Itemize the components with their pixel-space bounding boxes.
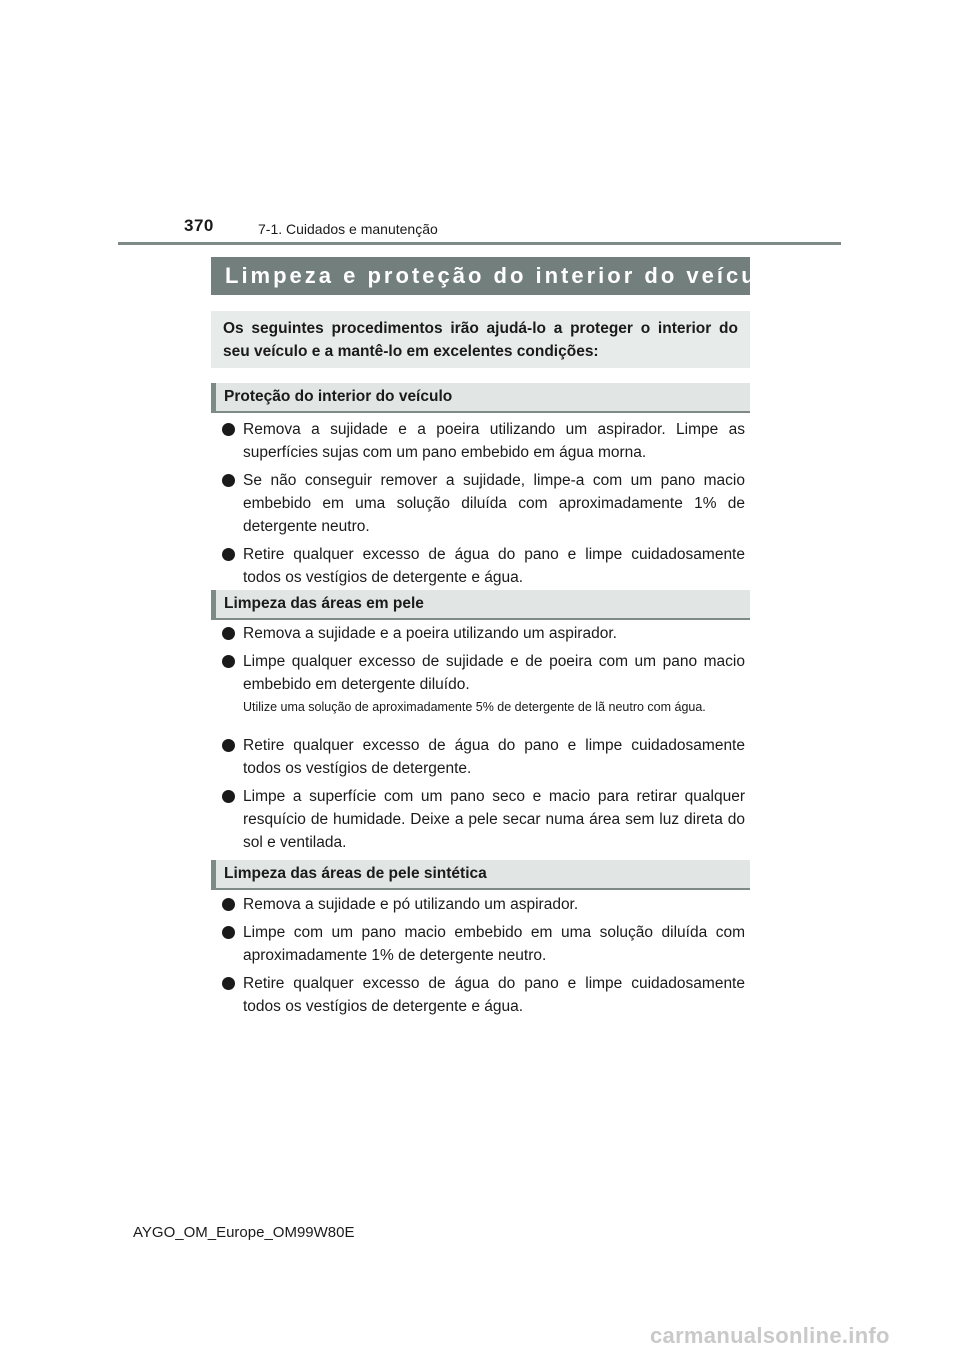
list-item-text: Se não conseguir remover a sujidade, limpe-a com um pano macio embebido em uma solução diluída com aproximadamente 1% de detergente neutro. — [243, 472, 745, 535]
list-item-text: Remova a sujidade e pó utilizando um aspirador. — [243, 896, 579, 913]
list-item-text: Retire qualquer excesso de água do pano e limpe cuidadosamente todos os vestígios de detergente. — [243, 737, 745, 777]
bullet-list-synthetic-leather — [222, 893, 745, 1023]
list-item-text: Limpe a superfície com um pano seco e macio para retirar qualquer resquício de humidade. Deixe a pele secar numa área sem luz direta do sol e ventilada. — [243, 788, 745, 851]
bullet-icon — [222, 423, 235, 436]
list-item — [222, 650, 745, 696]
bullet-icon — [222, 898, 235, 911]
bullet-icon — [222, 739, 235, 752]
bullet-icon — [222, 790, 235, 803]
list-item — [222, 622, 745, 645]
list-item — [222, 469, 745, 538]
bullet-list-interior-protection — [222, 418, 745, 594]
intro-box: Os seguintes procedimentos irão ajudá-lo a proteger o interior do seu veículo e a mantê-lo em excelentes condições: — [211, 311, 750, 368]
list-item — [222, 418, 745, 464]
list-item — [222, 785, 745, 854]
section-heading-leather: Limpeza das áreas em pele — [211, 590, 750, 620]
bullet-list-leather-a — [222, 622, 745, 701]
leather-note: Utilize uma solução de aproximadamente 5% de detergente de lã neutro com água. — [243, 700, 706, 714]
page-title: Limpeza e proteção do interior do veículo — [211, 257, 750, 295]
section-heading-synthetic-leather: Limpeza das áreas de pele sintética — [211, 860, 750, 890]
footer-document-id: AYGO_OM_Europe_OM99W80E — [133, 1224, 355, 1241]
header-rule — [118, 242, 841, 245]
bullet-icon — [222, 655, 235, 668]
list-item-text: Retire qualquer excesso de água do pano e limpe cuidadosamente todos os vestígios de detergente e água. — [243, 975, 745, 1015]
list-item — [222, 893, 745, 916]
section-heading-interior-protection: Proteção do interior do veículo — [211, 383, 750, 413]
list-item — [222, 972, 745, 1018]
bullet-icon — [222, 926, 235, 939]
list-item-text: Remova a sujidade e a poeira utilizando um aspirador. — [243, 625, 617, 642]
list-item-text: Retire qualquer excesso de água do pano e limpe cuidadosamente todos os vestígios de detergente e água. — [243, 546, 745, 586]
bullet-icon — [222, 977, 235, 990]
watermark: carmanualsonline.info — [650, 1323, 890, 1348]
list-item — [222, 543, 745, 589]
page-number: 370 — [184, 216, 214, 235]
list-item-text: Limpe qualquer excesso de sujidade e de poeira com um pano macio embebido em detergente diluído. — [243, 653, 745, 693]
list-item-text: Limpe com um pano macio embebido em uma solução diluída com aproximadamente 1% de detergente neutro. — [243, 924, 745, 964]
bullet-list-leather-b — [222, 734, 745, 859]
list-item-text: Remova a sujidade e a poeira utilizando um aspirador. Limpe as superfícies sujas com um pano embebido em água morna. — [243, 421, 745, 461]
bullet-icon — [222, 474, 235, 487]
bullet-icon — [222, 548, 235, 561]
list-item — [222, 734, 745, 780]
bullet-icon — [222, 627, 235, 640]
list-item — [222, 921, 745, 967]
chapter-title: 7-1. Cuidados e manutenção — [258, 221, 438, 237]
